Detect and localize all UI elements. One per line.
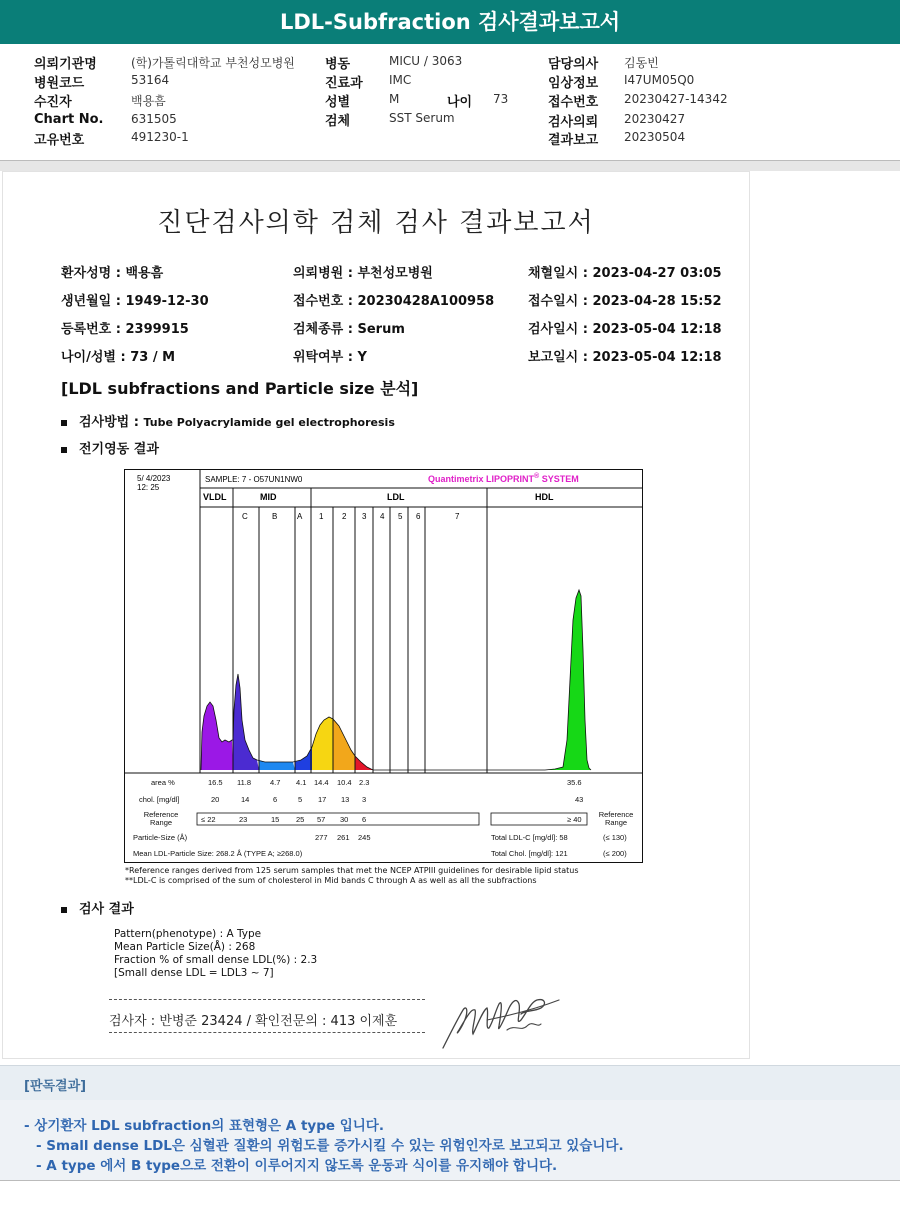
band-label-3: 3 <box>362 512 367 521</box>
header-key: 성별 <box>325 95 351 110</box>
interpretation-line-1: - 상기환자 LDL subfraction의 표현형은 A type 입니다. <box>24 1118 384 1134</box>
header-value: 491230-1 <box>131 130 189 144</box>
ref-midb: 15 <box>271 815 280 824</box>
ref-midc: 23 <box>239 815 248 824</box>
chol-ldl3: 3 <box>362 795 367 804</box>
band-label-1: 1 <box>319 512 324 521</box>
header-key: Chart No. <box>34 112 104 127</box>
electrophoresis-heading <box>61 438 159 457</box>
band-label-5: 5 <box>398 512 403 521</box>
dash-divider <box>109 999 425 1000</box>
header-value: IMC <box>389 73 412 87</box>
header-value: SST Serum <box>389 111 455 125</box>
brand-name: Quantimetrix LIPOPRINT <box>428 474 535 484</box>
age-sex: 나이/성별 : 73 / M <box>61 350 176 365</box>
particle-size-3: 245 <box>358 833 371 842</box>
chol-vldl: 20 <box>211 795 220 804</box>
header-key: 검사의뢰 <box>548 115 599 130</box>
outsourced: 위탁여부 : Y <box>293 350 367 365</box>
ref-ldl3: 6 <box>362 815 367 824</box>
header-key: 담당의사 <box>548 57 599 72</box>
patient-name: 환자성명 : 백용흠 <box>61 266 164 281</box>
test-time: 검사일시 : 2023-05-04 12:18 <box>528 322 722 337</box>
header-value: 631505 <box>131 112 177 126</box>
row-label-ref: Reference Range <box>143 811 179 827</box>
interpretation-header <box>0 1065 900 1101</box>
header-key: 의뢰기관명 <box>34 57 97 72</box>
test-results <box>114 928 317 980</box>
specimen-type: 검체종류 : Serum <box>293 322 405 337</box>
note-2: **LDL-C is comprised of the sum of cholesterol in Mid bands C through A as well as all the subfractions <box>125 876 537 885</box>
header-key: 병원코드 <box>34 76 85 91</box>
result-fraction: Fraction % of small dense LDL(%) : 2.3 <box>114 954 318 966</box>
band-label-b: B <box>272 512 278 521</box>
chart-time: 12: 25 <box>137 483 160 492</box>
row-label-ref-right: Reference Range <box>598 811 634 827</box>
area-vldl: 16.5 <box>208 778 223 787</box>
chol-hdl: 43 <box>575 795 584 804</box>
receipt-number: 접수번호 : 20230428A100958 <box>293 294 495 309</box>
row-label-chol: chol. [mg/dl] <box>139 795 180 804</box>
band-label-2: 2 <box>342 512 347 521</box>
report-time: 보고일시 : 2023-05-04 12:18 <box>528 350 722 365</box>
header-value: M <box>389 92 400 106</box>
header-key: 수진자 <box>34 95 72 110</box>
age-label: 나이 <box>447 95 473 110</box>
ref-vldl: ≤ 22 <box>201 815 216 824</box>
chol-mida: 5 <box>298 795 303 804</box>
band-label-a: A <box>297 512 303 521</box>
band-label-7: 7 <box>455 512 460 521</box>
header-key: 검체 <box>325 114 351 129</box>
header-value: 20230427-14342 <box>624 92 728 106</box>
band-label-6: 6 <box>416 512 421 521</box>
brand-suffix: SYSTEM <box>539 474 579 484</box>
group-label-mid: MID <box>260 492 277 502</box>
result-label: 검사 결과 <box>79 902 134 917</box>
vldl-area <box>201 702 233 770</box>
area-ldl3: 2.3 <box>359 778 370 787</box>
header-value: 김동빈 <box>624 56 659 70</box>
interpretation-line-3: - A type 에서 B type으로 전환이 이루어지지 않도록 운동과 식이를 유지해야 합니다. <box>36 1158 558 1174</box>
method-label: 검사방법 : <box>79 415 144 430</box>
chol-ldl1: 17 <box>318 795 327 804</box>
header-key: 병동 <box>325 57 351 72</box>
report-document <box>2 171 750 1059</box>
ldl3-area <box>355 756 373 770</box>
ref-ldl2: 30 <box>340 815 349 824</box>
header-info <box>0 44 900 161</box>
ldl2-area <box>333 719 355 770</box>
signature-image <box>437 990 567 1054</box>
chol-ldl2: 13 <box>341 795 350 804</box>
lipoprint-chart <box>124 469 643 863</box>
dash-divider <box>109 1032 425 1033</box>
header-value: 53164 <box>131 73 170 87</box>
chart-sample: SAMPLE: 7 - O57UN1NW0 <box>205 475 303 484</box>
receipt-time: 접수일시 : 2023-04-28 15:52 <box>528 294 722 309</box>
ref-mida: 25 <box>296 815 305 824</box>
particle-size-1: 277 <box>315 833 328 842</box>
result-note: [Small dense LDL = LDL3 ~ 7] <box>114 967 274 979</box>
report-title: LDL-Subfraction 검사결과보고서 <box>0 0 900 44</box>
header-value: 백용흠 <box>131 94 166 108</box>
registration-number: 등록번호 : 2399915 <box>61 322 189 337</box>
chart-notes <box>125 866 579 886</box>
header-value: MICU / 3063 <box>389 54 463 68</box>
ref-hdl: ≥ 40 <box>567 815 582 824</box>
method-value: Tube Polyacrylamide gel electrophoresis <box>143 416 395 429</box>
collection-time: 채혈일시 : 2023-04-27 03:05 <box>528 266 722 281</box>
header-key: 결과보고 <box>548 133 599 148</box>
total-chol-ref: (≤ 200) <box>603 849 627 858</box>
result-heading <box>61 898 134 917</box>
chart-svg <box>125 470 642 862</box>
result-mean-size: Mean Particle Size(Å) : 268 <box>114 941 256 953</box>
chart-brand <box>428 472 579 484</box>
row-label-area: area % <box>151 778 175 787</box>
mean-ldl-size: Mean LDL-Particle Size: 268.2 Å (TYPE A; ≥268.0) <box>133 849 303 858</box>
ref-ldl1: 57 <box>317 815 326 824</box>
particle-size-label: Particle-Size (Å) <box>133 833 188 842</box>
interpretation-title: [판독결과] <box>24 1079 87 1094</box>
bullet-icon <box>61 420 67 426</box>
interpretation-body <box>0 1100 900 1181</box>
bullet-icon <box>61 907 67 913</box>
header-value: 20230504 <box>624 130 686 144</box>
area-hdl: 35.6 <box>567 778 582 787</box>
chol-midc: 14 <box>241 795 250 804</box>
divider <box>0 161 900 171</box>
header-value: 20230427 <box>624 112 686 126</box>
header-key: 고유번호 <box>34 133 85 148</box>
age-value: 73 <box>493 92 509 106</box>
document-title: 진단검사의학 검체 검사 결과보고서 <box>157 208 595 238</box>
referring-hospital: 의뢰병원 : 부천성모병원 <box>293 266 433 281</box>
method-line <box>61 411 395 430</box>
birth-date: 생년월일 : 1949-12-30 <box>61 294 209 309</box>
area-mida: 4.1 <box>296 778 307 787</box>
header-key: 진료과 <box>325 76 363 91</box>
total-ldl-ref: (≤ 130) <box>603 833 627 842</box>
brand-reg: ® <box>534 473 540 480</box>
band-label-c: C <box>242 512 248 521</box>
group-label-ldl: LDL <box>387 492 405 502</box>
header-key: 접수번호 <box>548 95 599 110</box>
particle-size-2: 261 <box>337 833 350 842</box>
chol-midb: 6 <box>273 795 278 804</box>
total-ldl: Total LDL-C [mg/dl]: 58 <box>491 833 568 842</box>
midc-area <box>233 674 259 770</box>
bullet-icon <box>61 447 67 453</box>
electro-label: 전기영동 결과 <box>79 442 159 457</box>
interpretation-line-2: - Small dense LDL은 심혈관 질환의 위험도를 증가시킬 수 있는 위험인자로 보고되고 있습니다. <box>36 1138 624 1154</box>
section-title: [LDL subfractions and Particle size 분석] <box>61 379 419 398</box>
area-ldl2: 10.4 <box>337 778 352 787</box>
group-label-vldl: VLDL <box>203 492 227 502</box>
ldl1-area <box>312 717 333 770</box>
area-ldl1: 14.4 <box>314 778 329 787</box>
header-value: I47UM05Q0 <box>624 73 695 87</box>
total-chol: Total Chol. [mg/dl]: 121 <box>491 849 568 858</box>
header-key: 임상정보 <box>548 76 599 91</box>
header-value: (학)가톨릭대학교 부천성모병원 <box>131 56 295 70</box>
result-pattern: Pattern(phenotype) : A Type <box>114 928 262 940</box>
note-1: *Reference ranges derived from 125 serum samples that met the NCEP ATPIII guidelines for desirable lipid status <box>125 866 579 875</box>
area-midc: 11.8 <box>237 778 252 787</box>
area-midb: 4.7 <box>270 778 281 787</box>
signer-line: 검사자 : 반병준 23424 / 확인전문의 : 413 이제훈 <box>109 1014 398 1029</box>
band-label-4: 4 <box>380 512 385 521</box>
group-label-hdl: HDL <box>535 492 554 502</box>
chart-date: 5/ 4/2023 <box>137 474 171 483</box>
